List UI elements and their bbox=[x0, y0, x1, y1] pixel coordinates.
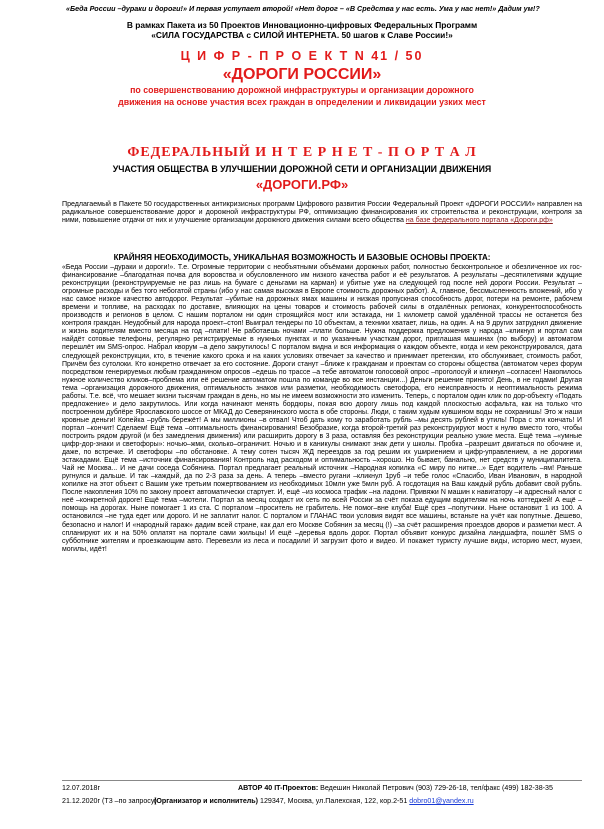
portal-name: «ДОРОГИ.РФ» bbox=[255, 177, 349, 192]
participation-line: УЧАСТИЯ ОБЩЕСТВА В УЛУЧШЕНИИ ДОРОЖНОЙ СЕТИ И ОРГАНИЗАЦИИ ДВИЖЕНИЯ bbox=[112, 164, 492, 174]
project-title: «ДОРОГИ РОССИИ» bbox=[222, 66, 382, 83]
footer-date-1: 12.07.2018г bbox=[62, 784, 101, 792]
program-line: В рамках Пакета из 50 Проектов Инновационно-цифровых Федеральных Программ bbox=[126, 20, 478, 30]
footer-author bbox=[238, 784, 553, 792]
intro-text: Предлагаемый в Пакете 50 государственных антикризисных программ Цифрового развития России Федеральный Проект «ДОРОГИ РОССИИ» направлен на радикальное совершенствование дорог и дорожной инфраструктуры РФ, оптимизацию финансирования их строительства и реконструкции, контроля за ними, повышение отдачи от них и улучшение организации дорожного движения силами всего общества bbox=[62, 201, 582, 225]
author-name: Ведешин Николай Петрович bbox=[318, 784, 414, 792]
author-label: АВТОР 40 IT-Проектов: bbox=[238, 784, 319, 792]
body-paragraph: «Беда России –дураки и дороги!». Т.е. Огромные территории с необъятными объёмами дорожных работ, полностью бесконтрольное и обезличенное их гос-финансирование –благодатная почва для воровства и обусловленного им низкого качества работ и её результатов. А результаты –десятилетиями ждущие реконструкции (реконструируемые не раз лишь на бумаге с деньгами на карман) и убитые уже на следующей год после ней дороги России. Результат –огромные расходы и без того небогатой страны (ибо у нас самая высокая в Европе стоимость дорожных работ). А, главное, бессмысленность вложений, ибо у нас самое низкое качество автодорог. Результат –убитые на дорожных ямах машины и низкая пропускная способность дорог, потери на ремонте, рабочем времени и топливе, на расходах по доставке, влияющих на цены товаров и стоимость рабочей силы в отдалённых регионах, конкурентоспособность производств и регионов в целом. С нашим порталом ни один строящийся мост или эстакада, ни 1 километр самой удалённой трассы не останется без контроля граждан. Неудобный для народа проект–стоп! Выиграл тендеры по 10 объектам, а техники хватает, лишь, на один. А на 9 других затруднил движение и жизнь водителям вместо месяца на год –плати! Не работаешь ночами –плати больше. Нужна поддержка предложения у народа –кликнул и портал сам найдёт сотовые телефоны, регулярно регистрируемые в нужных пунктах и по указанным участкам дорог, приглашая машинах (по выбору) и автоматом перешлёт им SMS-опрос. Набрал кворум –а дело закрутилось! С порталом видна и вся информация о каждом объекте, когда и кем реконструировался, дата следующей реконструкции, кто, в течение какого срока и на каких условиях отвечает за качество и принимает претензии, кто обслуживает, стоимость работ, Причём без сутолоки. Кто конкретно отвечает за его состояние. Дороги станут –ближе к гражданам и проектам со стороны общества (автоматом через форум посредством генерируемых любым гражданином опросов –едешь по трассе –а тебе автоматом голосовой опрос –проголосуй и кликнул –согласен! Накопилось нужное количество кликов–проблема или её решение автоматом пошла по команде во все инстанции...) Деньги решение принято! День, в не годами! Другая тема –организация дорожного движения, оптимальность знаков или разметки, необходимость светофора, его неисправность и неоптимальность режима работы. Т.е. всё, что мешает жизни тысячам граждан в день, но мы не имеем возможности это изменить. Теперь, с порталом один клик по дор-объекту «Подать предложение» и дело закрутилось. Или когда начинают менять бордюры, покая всю дорогу лишь под каждой плоскостью асфальта, как на только что построенном дублёре Ярославского шоссе от МКАД до Северянинского моста в обе стороны. Люди, с таким худым кувшином воды не сохранишь! Это ж наши кровные деньги! Копейка –рубль бережёт! А мы миллионы –в отвал! Чтоб дать кому то заработать рубль –мы десять рублей в утиль! Пора с эти кончать! И портал –кончит! Сделаем! Ещё тема –оптимальность финансирования! Безобразие, когда второй-третий раз реконструируют мост к нулю вместо того, чтобы построить рядом другой (и без замедления движения) или расширить дорогу в 3 раза, оставляя без реконструкции реально узкие места. Ещё тема –«умные цифр-дор-знаки и светофоры»: ночью–жми, сколько–ограничит. Ночью и в каникулы снимают знак дети у школы. Пробка –разрешит двигаться по обочине и, даже, по встречке. И светофоры –по обстановке. А тему сотен тысяч ЖД переездов за год решим их ушириением и цифр-управлением, а не дорогими эстакадами. Ещё тема –источник финансирования! Контроль над расходом и оптимальность –хорошо. Но бывает, банально, нет средств у муниципалитета. Чай не Москва... И не дачи соседа Собянина. Портал предлагает реальный источник –Народная копилка «С миру по нитке...» Едет водитель –ям! Раньше ругнулся и дальше. И так –каждый, да по 2-3 раза за день. А теперь –вместо ругани –кликнул 1руб –и тебе голос «Спасибо, Иван Иванович, в народной копилке на этот объект с Вашим уже третьим пожертвованием из необходимых 10млн уже 5млн руб. А госдотация на Ваш каждый рубль добавит свой рубль. После накопления 10% по закону проект автоматически стартует. И, ещё –из космоса трафик –на ладони. Привяжи N машин к навигатору –и адресный налог с неё –конкретной дороге! Ещё тема –мотели. Портал за месяц создаст их сеть по всей России за счёт показа едущим водителям на ночь коттеджей! А ещё –помощь на дорогах. Ныне помогает 1 из ста. С порталом –проситель не грабитель. Не помог–вне клуба! Ещё срез –попутчики. Ныне остановит 1 из 100. А остановился –не туда едет или дорого. И не заплатит налог. С порталом и ГЛАНАС твои условия видят все машины, встаньте на учёт как попутные. Дешево, безопасно и налог! И «народный гараж» дадим всей стране, как дал его Москве Собянин за месяц (!) –за счёт расширения проездов дворов и разметки мест. А спланируют их и на 50% оплатят на портале сами жильцы! И ещё –деревья вдоль дорог. Портал объявит конкурс дизайна ландшафта, пошлёт SMS о субботнике жителям и проезжающим авто. Перевезли из леса и посадили! И загрузит фото и видео. И покажет туристу лучшие виды, историю мест, музеи, могилы, идёт! bbox=[62, 264, 582, 553]
intro-paragraph bbox=[62, 201, 582, 225]
author-phones: (903) 729-26-18, тел/факс (499) 182-38-35 bbox=[413, 784, 553, 792]
footer-organizer bbox=[154, 797, 474, 805]
section-heading: КРАЙНЯЯ НЕОБХОДИМОСТЬ, УНИКАЛЬНАЯ ВОЗМОЖНОСТЬ И БАЗОВЫЕ ОСНОВЫ ПРОЕКТА: bbox=[113, 253, 491, 262]
project-subtitle-2: движения на основе участия всех граждан в определении и ликвидации узких мест bbox=[118, 97, 486, 107]
organizer-label: (Организатор и исполнитель) bbox=[154, 797, 259, 805]
portal-label: ФЕДЕРАЛЬНЫЙ И Н Т Е Р Н Е Т - П О Р Т А Л bbox=[127, 145, 477, 160]
program-slogan: «СИЛА ГОСУДАРСТВА с СИЛОЙ ИНТЕРНЕТА. 50 шагов к Славе России!» bbox=[151, 30, 453, 40]
email-link[interactable]: dobro01@yandex.ru bbox=[409, 797, 474, 805]
organizer-address: 129347, Москва, ул.Палехская, 122, кор.2-51 bbox=[258, 797, 410, 805]
epigraph: «Беда России –дураки и дороги!» И первая уступает второй! «Нет дорог – «В Средства у нас есть. Ума у нас нет!» Дадим ум!? bbox=[66, 4, 540, 13]
footer-divider bbox=[62, 780, 582, 781]
project-number: Ц И Ф Р - П Р О Е К Т N 41 / 50 bbox=[180, 49, 424, 63]
footer-date-2: 21.12.2020г (Т3 –по запросу) bbox=[62, 797, 157, 805]
portal-link[interactable]: на базе федерального портала «Дороги.рф» bbox=[405, 217, 553, 225]
project-subtitle-1: по совершенствованию дорожной инфраструктуры и организации дорожного bbox=[130, 85, 474, 95]
